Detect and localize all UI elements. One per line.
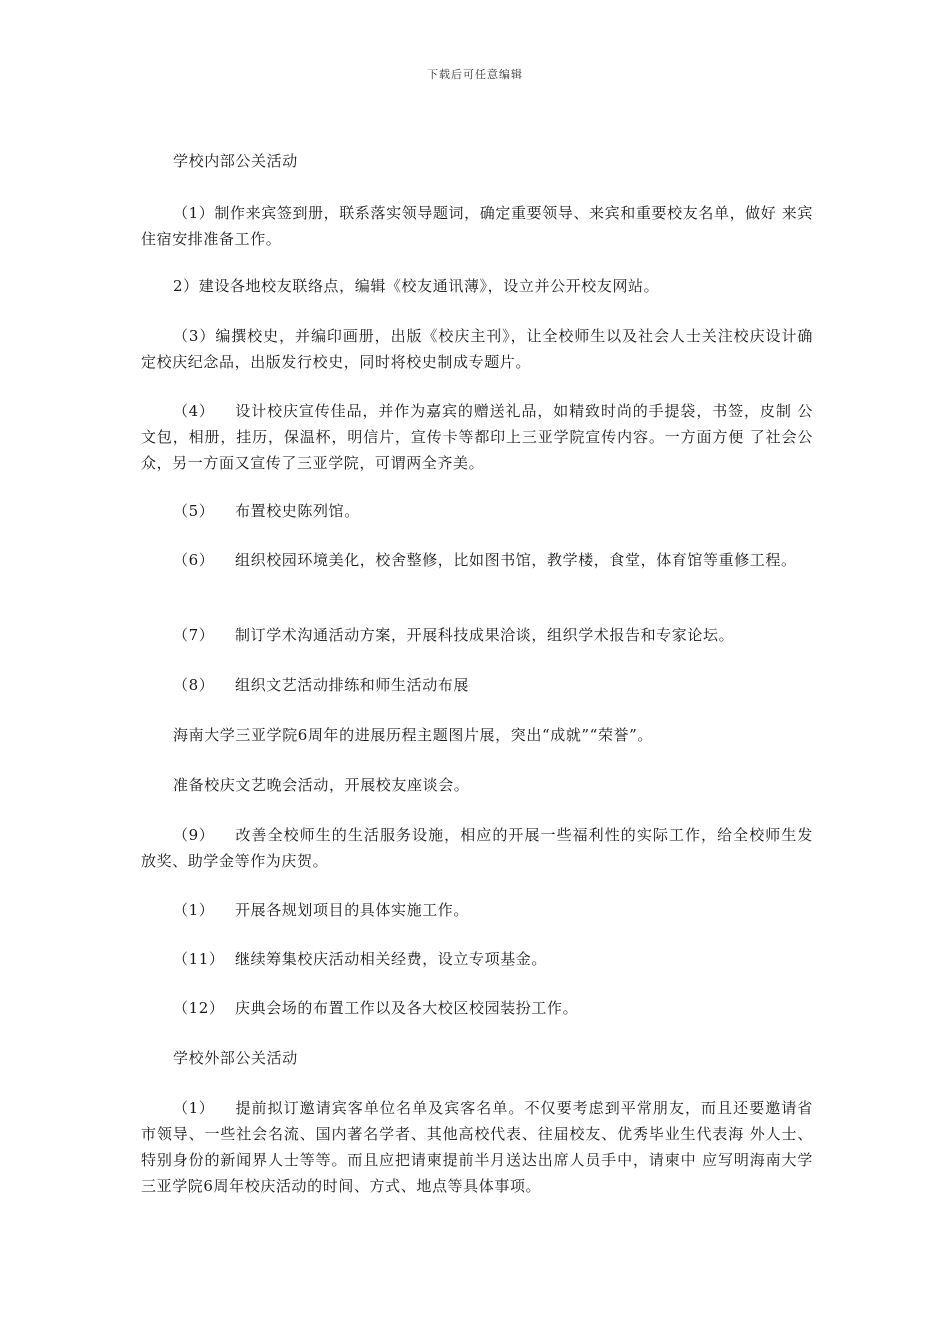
paragraph-text: 设计校庆宣传佳品，并作为嘉宾的赠送礼品，如精致时尚的手提袋，书签，皮制 公文包，相册，挂历，保温杯，明信片，宣传卡等都印上三亚学院宣传内容。一方面方便 了社会公众，另一方面又宣传了三亚学院，可谓两全齐美。 <box>141 402 813 472</box>
paragraph-7 <box>141 622 813 648</box>
paragraph-8 <box>141 672 813 698</box>
paragraph-text: （3）编撰校史，并编印画册，出版《校庆主刊》，让全校师生以及社会人士关注校庆设计确定校庆纪念品，出版发行校史，同时将校史制成专题片。 <box>141 327 813 371</box>
paragraph-text: 2）建设各地校友联络点，编辑《校友通讯薄》，设立并公开校友网站。 <box>173 277 660 295</box>
paragraph-1 <box>141 200 813 252</box>
paragraph-9 <box>141 722 813 748</box>
paragraph-text: （1）制作来宾签到册，联系落实领导题词，确定重要领导、来宾和重要校友名单，做好 来宾住宿安排准备工作。 <box>141 204 813 248</box>
paragraph-16 <box>141 1095 813 1199</box>
paragraph-text: 组织校园环境美化，校舍整修，比如图书馆，教学楼，食堂，体育馆等重修工程。 <box>235 551 797 569</box>
paragraph-text: 布置校史陈列馆。 <box>235 502 360 520</box>
paragraph-14 <box>141 995 813 1021</box>
paragraph-text: 学校内部公关活动 <box>173 152 298 170</box>
item-number: （11） <box>173 950 225 968</box>
paragraph-text: 开展各规划项目的具体实施工作。 <box>235 901 470 919</box>
paragraph-text: 继续筹集校庆活动相关经费，设立专项基金。 <box>235 950 548 968</box>
paragraph-text: 提前拟订邀请宾客单位名单及宾客名单。不仅要考虑到平常朋友，而且还要邀请省 市领导、一些社会名流、国内著名学者、其他高校代表、往届校友、优秀毕业生代表海 外人士、特别身份的新闻界人士等等。而且应把请柬提前半月送达出席人员手中，请柬中 应写明海南大学三亚学院6周年校庆活动的时间、方式、地点等具体事项。 <box>141 1099 813 1195</box>
item-number: （4） <box>173 402 215 420</box>
paragraph-text: 学校外部公关活动 <box>173 1049 298 1067</box>
paragraph-13 <box>141 946 813 972</box>
item-number: （1） <box>173 1099 215 1117</box>
paragraph-5 <box>141 498 813 524</box>
paragraph-12 <box>141 897 813 923</box>
section-heading-internal <box>141 148 813 174</box>
paragraph-text: 庆典会场的布置工作以及各大校区校园装扮工作。 <box>235 999 579 1017</box>
item-number: （5） <box>173 502 215 520</box>
paragraph-4 <box>141 398 813 476</box>
paragraph-text: 准备校庆文艺晚会活动，开展校友座谈会。 <box>173 776 470 794</box>
paragraph-text: 制订学术沟通活动方案，开展科技成果洽谈，组织学术报告和专家论坛。 <box>235 626 735 644</box>
page-header-note: 下载后可任意编辑 <box>427 68 523 81</box>
item-number: （6） <box>173 551 215 569</box>
item-number: （9） <box>173 826 215 844</box>
item-number: （12） <box>173 999 225 1017</box>
section-heading-external <box>141 1045 813 1071</box>
paragraph-text: 组织文艺活动排练和师生活动布展 <box>235 676 470 694</box>
item-number: （8） <box>173 676 215 694</box>
paragraph-6 <box>141 547 813 573</box>
paragraph-11 <box>141 822 813 874</box>
paragraph-2 <box>141 273 813 299</box>
paragraph-text: 海南大学三亚学院6周年的进展历程主题图片展，突出“成就”“荣誉”。 <box>173 726 654 744</box>
paragraph-10 <box>141 772 813 798</box>
item-number: （7） <box>173 626 215 644</box>
paragraph-text: 改善全校师生的生活服务设施，相应的开展一些福利性的实际工作，给全校师生发 放奖、助学金等作为庆贺。 <box>141 826 813 870</box>
paragraph-3 <box>141 323 813 375</box>
item-number: （1） <box>173 901 215 919</box>
